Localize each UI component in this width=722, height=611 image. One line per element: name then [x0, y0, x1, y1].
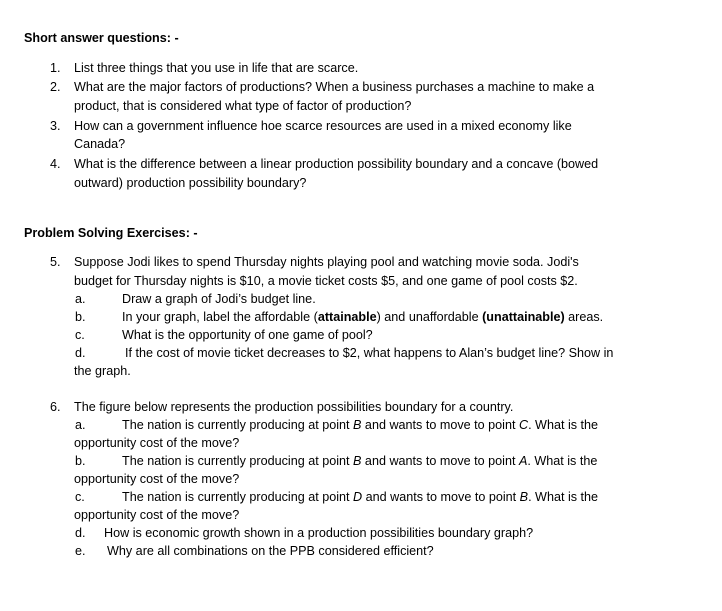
q6a-text-cont: opportunity cost of the move? [74, 436, 240, 450]
q6a-point-c: C [518, 418, 529, 432]
q5d-letter: d. [75, 346, 86, 360]
q6b-letter: b. [75, 454, 86, 468]
q6c-letter: c. [75, 490, 85, 504]
q6a-text [122, 416, 598, 434]
q3-text-line1: How can a government influence hoe scarce resources are used in a mixed economy like [74, 119, 572, 133]
q6c-post: . What is the [528, 490, 599, 504]
q6e-letter: e. [75, 544, 86, 558]
q5b-letter: b. [75, 310, 86, 324]
q6c-point-b: B [519, 490, 529, 504]
q6c-text-cont: opportunity cost of the move? [74, 508, 240, 522]
q5d-text: If the cost of movie ticket decreases to $2, what happens to Alan’s budget line? Show in [125, 346, 614, 360]
q5a-letter: a. [75, 292, 86, 306]
q2-number: 2. [50, 80, 61, 94]
q6c-pre: The nation is currently producing at point [122, 490, 354, 504]
q2-text-line1: What are the major factors of productions? When a business purchases a machine to make a [74, 80, 595, 94]
q6b-text [122, 452, 597, 470]
q1-text: List three things that you use in life that are scarce. [74, 61, 359, 75]
q6b-point-b: B [353, 454, 362, 468]
q5b-text [122, 308, 603, 326]
q3-text-line2: Canada? [74, 137, 126, 151]
q2-text-line2: product, that is considered what type of factor of production? [74, 99, 412, 113]
q6b-point-a: A [518, 454, 528, 468]
q6c-text [122, 488, 598, 506]
q6-number: 6. [50, 400, 61, 414]
q5b-bold-attainable: attainable [317, 310, 377, 324]
q6d-letter: d. [75, 526, 86, 540]
q6b-pre: The nation is currently producing at point [122, 454, 354, 468]
q1-number: 1. [50, 61, 61, 75]
q5d-text-cont: the graph. [74, 364, 131, 378]
q6c-point-d: D [353, 490, 363, 504]
q4-number: 4. [50, 157, 61, 171]
q4-text-line1: What is the difference between a linear production possibility boundary and a concave (bowed [74, 157, 599, 171]
problem-solving-heading: Problem Solving Exercises: - [24, 226, 198, 240]
q6a-post: . What is the [528, 418, 599, 432]
q6b-post: . What is the [527, 454, 598, 468]
q6e-text: Why are all combinations on the PPB considered efficient? [107, 544, 434, 558]
q3-number: 3. [50, 119, 61, 133]
q5c-letter: c. [75, 328, 85, 342]
q6b-text-cont: opportunity cost of the move? [74, 472, 240, 486]
q6-text-line1: The figure below represents the production possibilities boundary for a country. [74, 400, 514, 414]
q6a-letter: a. [75, 418, 86, 432]
q6a-point-b: B [353, 418, 362, 432]
q5a-text: Draw a graph of Jodi’s budget line. [122, 292, 316, 306]
short-answer-heading: Short answer questions: - [24, 31, 179, 45]
q6a-pre: The nation is currently producing at point [122, 418, 354, 432]
q6b-mid: and wants to move to point [361, 454, 519, 468]
q6c-mid: and wants to move to point [362, 490, 520, 504]
q5-number: 5. [50, 255, 61, 269]
q5b-text-pre: In your graph, label the affordable ( [122, 310, 318, 324]
q4-text-line2: outward) production possibility boundary? [74, 176, 307, 190]
q6a-mid: and wants to move to point [361, 418, 519, 432]
q5-text-line2: budget for Thursday nights is $10, a movie ticket costs $5, and one game of pool costs $2. [74, 274, 578, 288]
q5b-text-post: areas. [564, 310, 604, 324]
q5c-text: What is the opportunity of one game of pool? [122, 328, 373, 342]
q5-text-line1: Suppose Jodi likes to spend Thursday nights playing pool and watching movie soda. Jodi's [74, 255, 579, 269]
q5b-text-mid: ) and unaffordable [376, 310, 483, 324]
q5b-bold-unattainable: (unattainable) [482, 310, 565, 324]
q6d-text: How is economic growth shown in a production possibilities boundary graph? [104, 526, 534, 540]
